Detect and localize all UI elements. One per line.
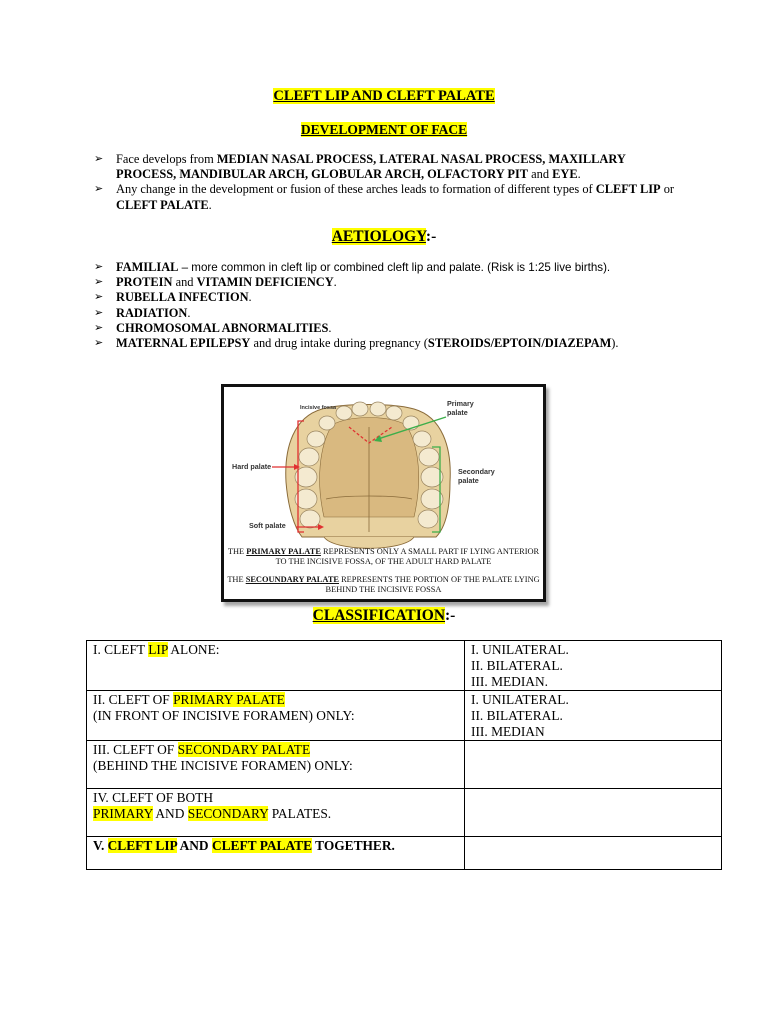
development-bullet-text: MEDIAN NASAL PROCESS, LATERAL NASAL PROCESS, MAXILLARY PROCESS, MANDIBULAR ARCH, GLOBULAR ARCH, OLFACTORY PIT	[116, 152, 626, 182]
cell-text: PALATES.	[268, 806, 332, 821]
incisive-fossa-label: Incisive fossa	[300, 405, 337, 411]
cell-text: V.	[93, 838, 108, 853]
table-row	[87, 741, 722, 789]
table-row	[87, 837, 722, 870]
cleft-type-line	[93, 742, 459, 758]
aetiology-bullet-item	[94, 321, 684, 336]
aetiology-heading-text: AETIOLOGY	[331, 228, 426, 245]
cell-text: AND	[176, 838, 212, 853]
bullet-arrow-icon: ➢	[94, 183, 104, 196]
development-bullet-text: .	[577, 167, 581, 182]
bullet-arrow-icon: ➢	[94, 291, 104, 304]
cleft-type-cell	[87, 837, 465, 870]
aetiology-bullet-text: FAMILIAL	[116, 260, 179, 274]
highlighted-term: CLEFT LIP	[107, 838, 177, 853]
primary-palate-label: Primary palate	[447, 399, 474, 417]
development-bullet-text: Any change in the development or fusion of these arches leads to formation of different types of	[116, 182, 596, 197]
highlighted-term: PRIMARY	[93, 806, 153, 821]
aetiology-list	[94, 260, 684, 351]
figure-caption-2	[224, 575, 543, 595]
subtype-cell	[465, 641, 722, 691]
classification-heading	[0, 607, 768, 625]
caption-1-post: REPRESENTS ONLY A SMALL PART IF LYING ANTERIOR TO THE INCISIVE FOSSA, OF THE ADULT HARD PALATE	[275, 547, 540, 566]
highlighted-term: SECONDARY PALATE	[177, 742, 311, 757]
cleft-type-line	[93, 790, 459, 806]
cleft-type-line	[93, 758, 459, 774]
aetiology-bullet-item	[94, 336, 684, 351]
aetiology-bullet-text: and drug intake during pregnancy (	[250, 336, 428, 351]
cleft-type-cell	[87, 641, 465, 691]
subtype-cell	[465, 837, 722, 870]
cleft-type-line	[93, 708, 459, 724]
table-row	[87, 641, 722, 691]
highlighted-term: CLEFT PALATE	[211, 838, 313, 853]
aetiology-bullet-text: RUBELLA INFECTION	[116, 290, 249, 305]
palate-figure	[221, 384, 546, 602]
cell-text: II. CLEFT OF	[93, 692, 174, 707]
development-bullet-text: EYE	[552, 167, 578, 182]
development-bullet-text: .	[208, 197, 212, 212]
caption-2-underlined: SECOUNDARY PALATE	[245, 575, 339, 584]
subtype-text: II. BILATERAL.	[471, 658, 563, 673]
cell-text: III. CLEFT OF	[93, 742, 178, 757]
cleft-type-line	[93, 692, 459, 708]
bullet-arrow-icon: ➢	[94, 261, 104, 273]
figure-caption-1	[224, 547, 543, 567]
aetiology-bullet-item	[94, 275, 684, 290]
aetiology-bullet-text: and	[172, 275, 197, 290]
development-bullet-text: Face develops from	[116, 152, 217, 166]
subtype-cell	[465, 741, 722, 789]
aetiology-bullet-text: ).	[611, 336, 619, 351]
subtype-cell	[465, 789, 722, 837]
aetiology-bullet-text: STEROIDS/EPTOIN/DIAZEPAM	[427, 336, 612, 351]
cell-text: (BEHIND THE INCISIVE FORAMEN) ONLY:	[93, 758, 353, 773]
subtype-cell	[465, 691, 722, 741]
cleft-type-line	[93, 642, 459, 658]
highlighted-term: SECONDARY	[187, 806, 269, 821]
aetiology-bullet-text: CHROMOSOMAL ABNORMALITIES	[116, 320, 329, 335]
development-heading	[0, 122, 768, 138]
aetiology-bullet-item	[94, 260, 684, 275]
aetiology-bullet-item	[94, 290, 684, 305]
aetiology-bullet-text: RADIATION	[116, 305, 188, 320]
aetiology-bullet-text: – more common in cleft lip or combined cleft lip and palate. (Risk is 1:25 live births).	[178, 261, 611, 274]
document-title	[0, 88, 768, 105]
cell-text: ALONE:	[167, 642, 220, 657]
highlighted-term: LIP	[148, 642, 168, 657]
aetiology-bullet-text: VITAMIN DEFICIENCY	[196, 275, 334, 290]
aetiology-heading	[0, 228, 768, 246]
development-bullet-text: CLEFT LIP	[595, 182, 661, 197]
cleft-type-cell	[87, 741, 465, 789]
cleft-type-cell	[87, 789, 465, 837]
classification-table	[86, 640, 722, 870]
table-row	[87, 789, 722, 837]
cleft-type-line	[93, 838, 459, 854]
table-row	[87, 691, 722, 741]
development-bullet-item	[94, 152, 684, 182]
bullet-arrow-icon: ➢	[94, 337, 104, 350]
cell-text: (IN FRONT OF INCISIVE FORAMEN) ONLY:	[93, 708, 355, 723]
cell-text: IV. CLEFT OF BOTH	[93, 790, 214, 805]
subtype-text: I. UNILATERAL.	[471, 642, 569, 657]
cell-text: I. CLEFT	[93, 642, 149, 657]
aetiology-bullet-text: .	[328, 320, 332, 335]
cell-text: TOGETHER.	[312, 838, 395, 853]
classification-heading-text: CLASSIFICATION	[312, 607, 446, 624]
palate-illustration	[224, 387, 543, 599]
caption-1-pre: THE	[227, 547, 247, 556]
aetiology-bullet-text: .	[248, 290, 252, 305]
cell-text: AND	[152, 806, 188, 821]
aetiology-bullet-text: MATERNAL EPILEPSY	[116, 336, 251, 351]
development-bullet-text: CLEFT PALATE	[116, 197, 209, 212]
soft-palate-label: Soft palate	[249, 521, 286, 530]
bullet-arrow-icon: ➢	[94, 276, 104, 289]
subtype-text: III. MEDIAN.	[471, 674, 548, 689]
cleft-type-cell	[87, 691, 465, 741]
bullet-arrow-icon: ➢	[94, 153, 104, 165]
aetiology-bullet-text: PROTEIN	[116, 275, 173, 290]
aetiology-heading-suffix: :-	[425, 228, 437, 245]
hard-palate-label: Hard palate	[232, 462, 272, 471]
subtype-text: III. MEDIAN	[471, 724, 545, 739]
document-title-text: CLEFT LIP AND CLEFT PALATE	[273, 88, 495, 104]
aetiology-bullet-text: .	[187, 305, 191, 320]
caption-2-post: REPRESENTS THE PORTION OF THE PALATE LYING BEHIND THE INCISIVE FOSSA	[325, 575, 540, 594]
bullet-arrow-icon: ➢	[94, 321, 104, 334]
bullet-arrow-icon: ➢	[94, 306, 104, 319]
development-bullet-item	[94, 182, 684, 212]
development-bullet-text: and	[528, 167, 553, 182]
secondary-palate-label: Secondary palate	[458, 467, 495, 485]
cleft-type-line	[93, 806, 459, 822]
caption-2-pre: THE	[227, 575, 246, 584]
highlighted-term: PRIMARY PALATE	[173, 692, 285, 707]
aetiology-bullet-item	[94, 306, 684, 321]
development-heading-text: DEVELOPMENT OF FACE	[300, 122, 468, 137]
development-bullet-text: or	[660, 182, 675, 197]
development-list	[94, 152, 684, 213]
classification-heading-suffix: :-	[445, 607, 456, 624]
caption-1-underlined: PRIMARY PALATE	[246, 547, 321, 556]
subtype-text: II. BILATERAL.	[471, 708, 563, 723]
aetiology-bullet-text: .	[333, 275, 337, 290]
subtype-text: I. UNILATERAL.	[471, 692, 569, 707]
